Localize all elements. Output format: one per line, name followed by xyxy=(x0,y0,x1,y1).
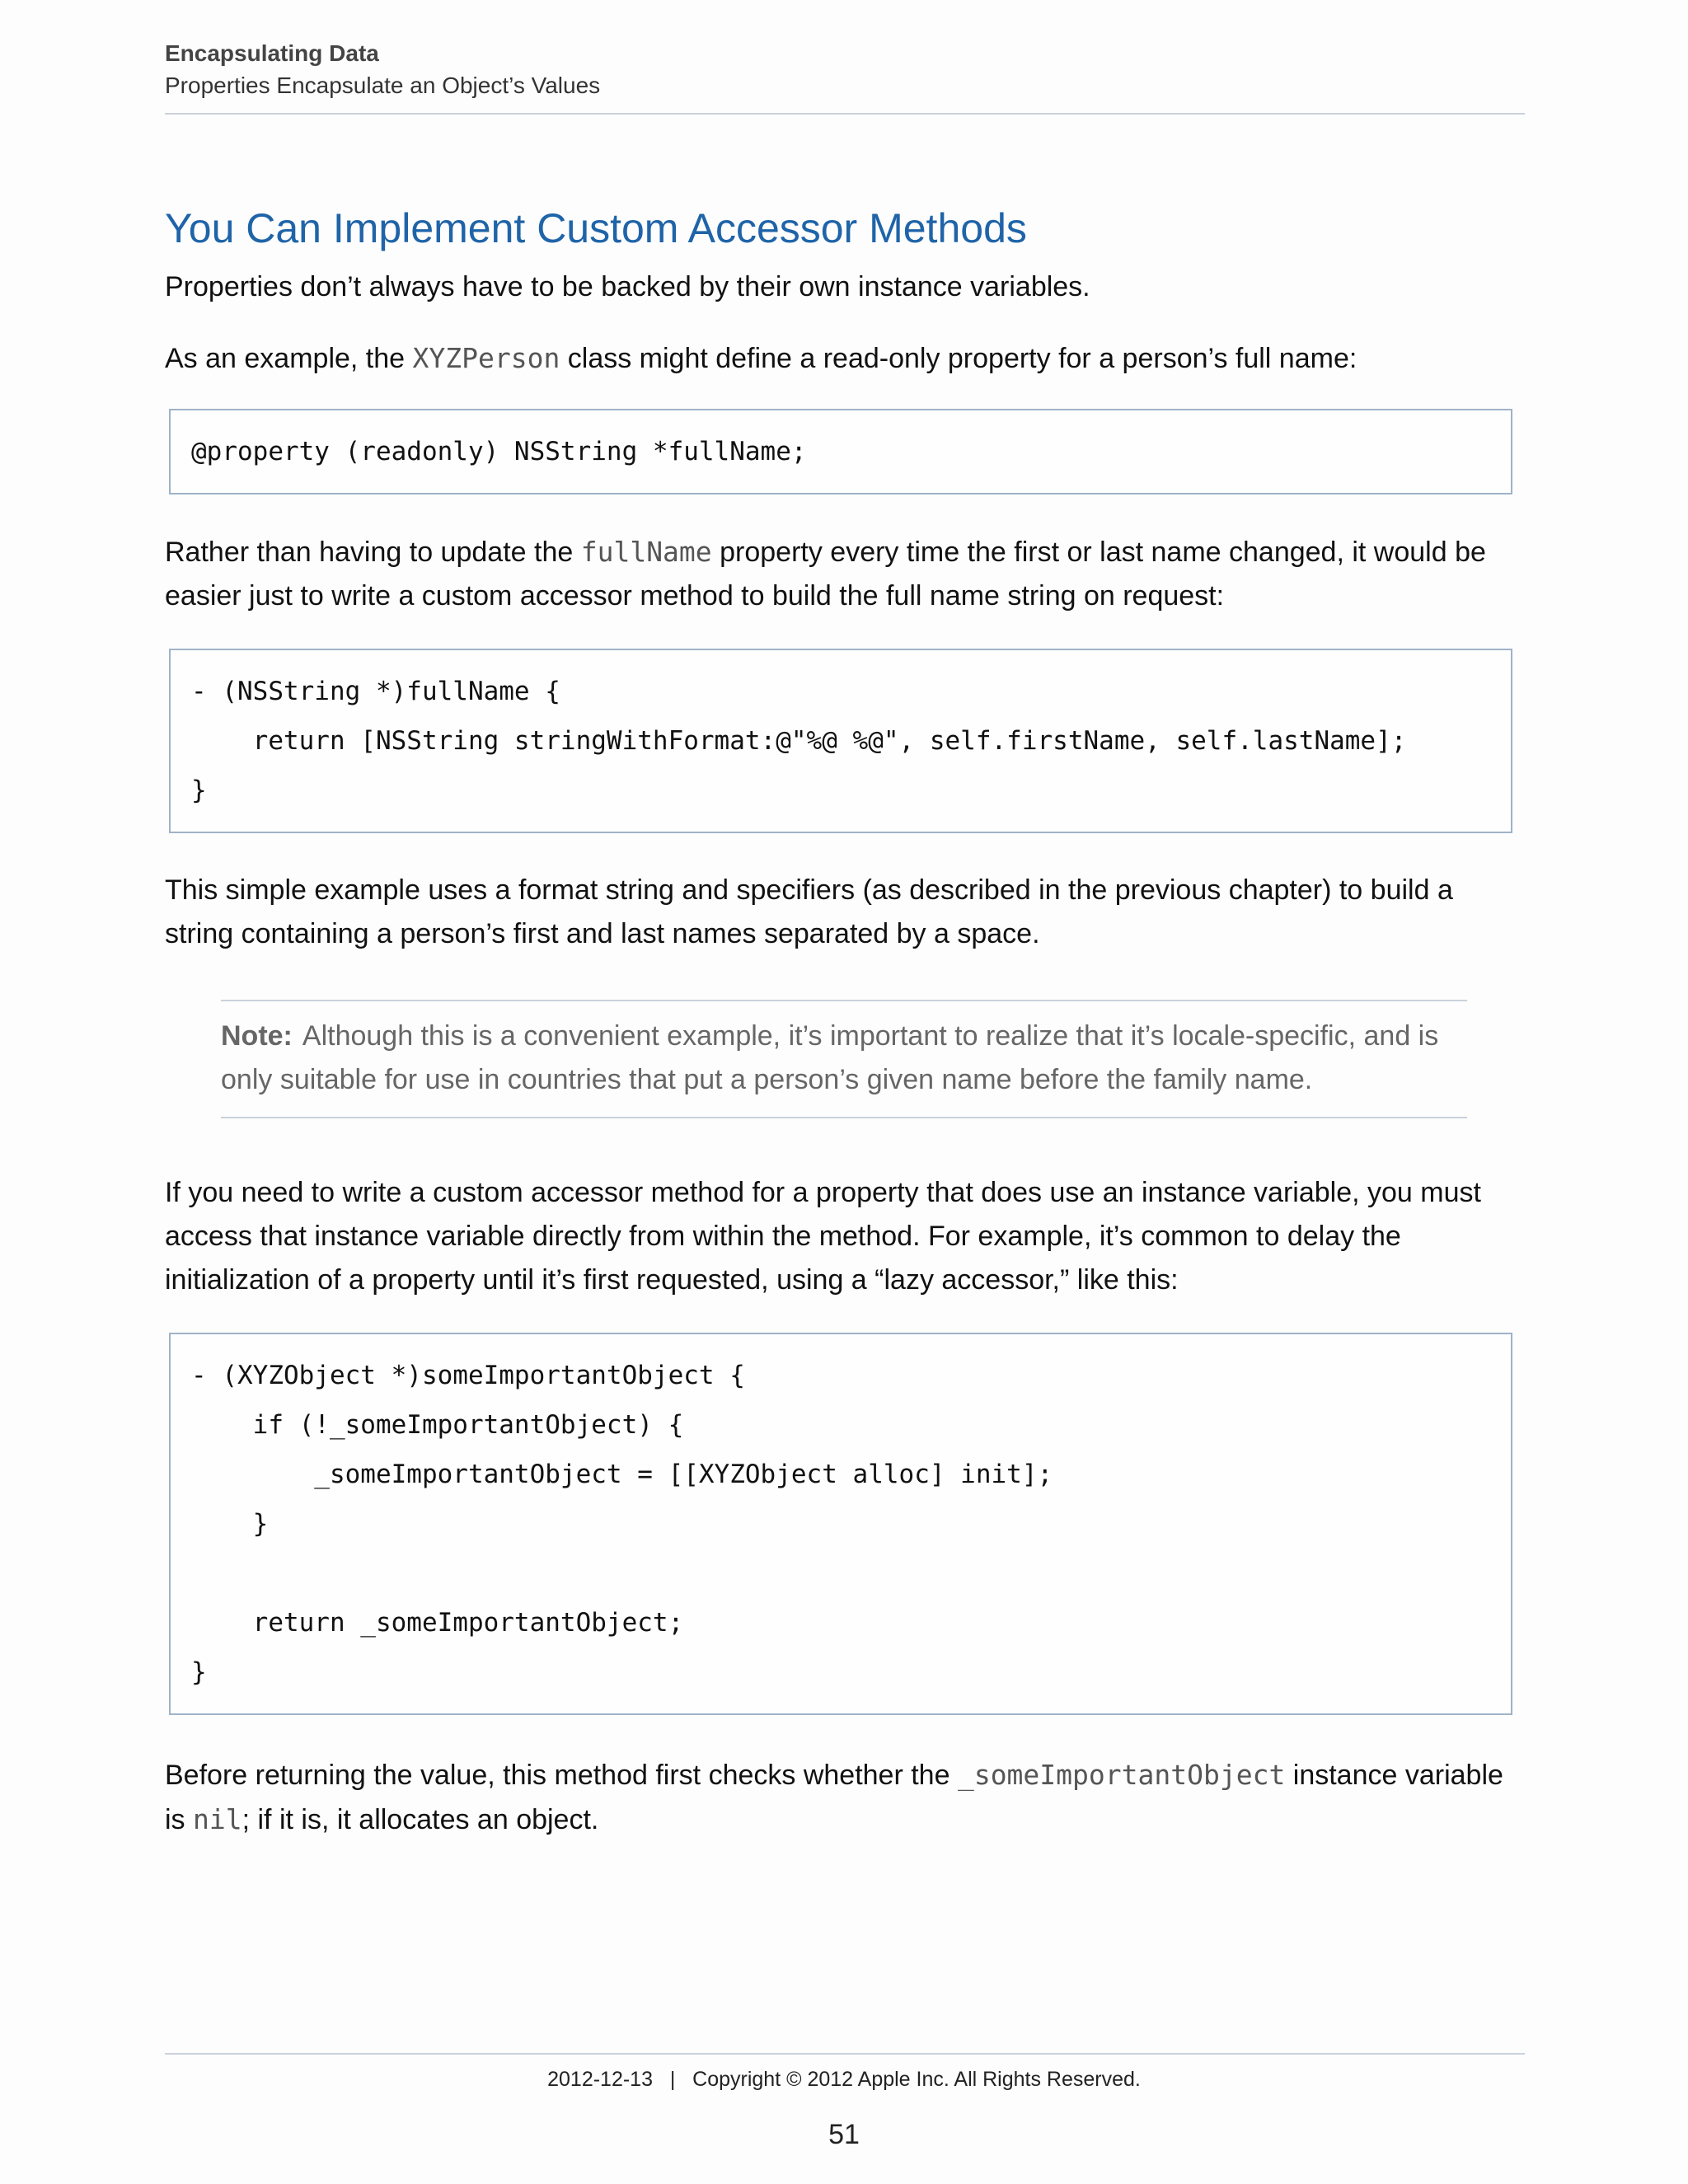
code-line: } xyxy=(191,1657,207,1687)
header-section-title: Properties Encapsulate an Object’s Values xyxy=(165,73,601,98)
code-line: if (!_someImportantObject) { xyxy=(191,1410,684,1440)
code-block-lazy-accessor xyxy=(169,1333,1512,1715)
paragraph-example xyxy=(165,336,1525,381)
inline-code: XYZPerson xyxy=(412,342,560,374)
header-chapter-title: Encapsulating Data xyxy=(165,40,379,66)
footer-divider xyxy=(165,2053,1525,2055)
paragraph-text: Rather than having to update the xyxy=(165,537,581,568)
footer-copyright: 2012-12-13 | Copyright © 2012 Apple Inc. All Rights Reserved. xyxy=(547,2068,1141,2091)
paragraph-lazy-accessor: If you need to write a custom accessor method for a property that does use an instance variable, you must access that instance variable directly from within the method. For example, it’s common to delay the initialization of a property until it’s first requested, using a “lazy accessor,” like this: xyxy=(165,1177,1481,1296)
paragraph-text: Before returning the value, this method first checks whether the xyxy=(165,1760,958,1791)
code-line: return _someImportantObject; xyxy=(191,1608,684,1638)
note-bottom-rule xyxy=(221,1117,1467,1118)
paragraph-accessor xyxy=(165,530,1525,618)
note-text xyxy=(221,1001,1467,1117)
inline-code: fullName xyxy=(580,536,712,568)
note-box xyxy=(221,1000,1467,1118)
running-header xyxy=(165,38,1525,102)
code-line: - (XYZObject *)someImportantObject { xyxy=(191,1361,745,1390)
paragraph-nil-check xyxy=(165,1753,1525,1842)
code-line: _someImportantObject = [[XYZObject alloc] init]; xyxy=(191,1460,1053,1489)
paragraph-text: As an example, the xyxy=(165,343,413,374)
paragraph-format-string: This simple example uses a format string and specifiers (as described in the previous chapter) to build a string containing a person’s first and last names separated by a space. xyxy=(165,874,1453,949)
paragraph-text: instance variable is xyxy=(165,1760,1503,1835)
paragraph-text: class might define a read-only property for a person’s full name: xyxy=(560,343,1357,374)
page-number: 51 xyxy=(828,2119,860,2150)
note-label: Note: xyxy=(221,1020,293,1052)
code-line: @property (readonly) NSString *fullName; xyxy=(191,437,807,466)
code-line xyxy=(191,1549,1490,1598)
code-line: - (NSString *)fullName { xyxy=(191,677,560,706)
note-body: Although this is a convenient example, it’s important to realize that it’s locale-specific, and is only suitable for use in countries that put a person’s given name before the family name. xyxy=(221,1020,1439,1095)
code-line: } xyxy=(191,1509,269,1539)
code-block-property xyxy=(169,409,1512,494)
paragraph-intro: Properties don’t always have to be backed by their own instance variables. xyxy=(165,271,1090,302)
inline-code: _someImportantObject xyxy=(957,1759,1286,1791)
code-line: return [NSString stringWithFormat:@"%@ %@", self.firstName, self.lastName]; xyxy=(191,726,1407,756)
inline-code: nil xyxy=(193,1803,242,1835)
paragraph-text: ; if it is, it allocates an object. xyxy=(241,1804,599,1835)
header-divider xyxy=(165,113,1525,115)
section-heading: You Can Implement Custom Accessor Methods xyxy=(165,205,1027,251)
code-block-fullname xyxy=(169,649,1512,833)
code-line: } xyxy=(191,776,207,805)
paragraph-text: property every time the first or last name changed, it would be easier just to write a custom accessor method to build the full name string on request: xyxy=(165,537,1486,612)
